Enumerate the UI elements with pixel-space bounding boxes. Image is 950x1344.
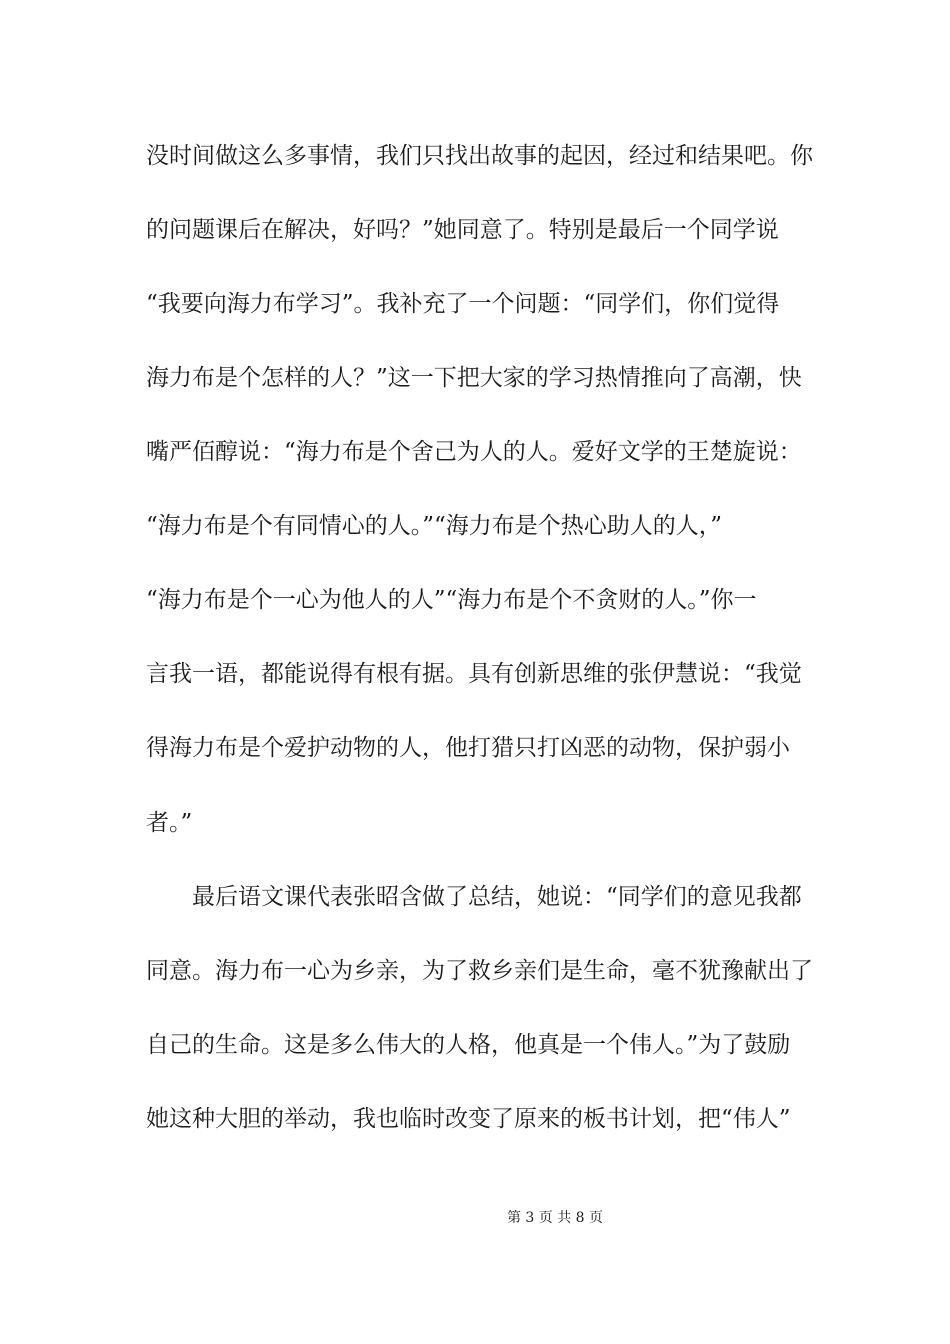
text-line: 嘴严佰醇说：“海力布是个舍己为人的人。爱好文学的王楚旋说：: [146, 439, 802, 465]
text-line: 同意。海力布一心为乡亲，为了救乡亲们是生命，毫不犹豫献出了: [146, 958, 813, 984]
text-line: 她这种大胆的举动，我也临时改变了原来的板书计划，把“伟人”: [146, 1106, 791, 1132]
page-number-footer: 第 3 页 共 8 页: [506, 1210, 604, 1226]
text-line: 海力布是个怎样的人？”这一下把大家的学习热情推向了高潮，快: [146, 365, 802, 391]
text-line: “海力布是个一心为他人的人”“海力布是个不贪财的人。”你一: [146, 587, 757, 613]
paragraph-first-line: 最后语文课代表张昭含做了总结，她说：“同学们的意见我都: [192, 884, 802, 910]
text-line: 得海力布是个爱护动物的人，他打猎只打凶恶的动物，保护弱小: [146, 735, 790, 761]
text-line: 没时间做这么多事情，我们只找出故事的起因，经过和结果吧。你: [146, 143, 813, 169]
text-line: 的问题课后在解决，好吗？”她同意了。特别是最后一个同学说: [146, 217, 779, 243]
text-line: 言我一语，都能说得有根有据。具有创新思维的张伊慧说：“我觉: [146, 661, 802, 687]
text-line: 者。”: [146, 810, 193, 836]
text-line: “海力布是个有同情心的人。”“海力布是个热心助人的人，”: [146, 513, 723, 539]
text-line: 自己的生命。这是多么伟大的人格，他真是一个伟人。”为了鼓励: [146, 1032, 791, 1058]
text-line: “我要向海力布学习”。我补充了一个问题：“同学们，你们觉得: [146, 291, 780, 317]
